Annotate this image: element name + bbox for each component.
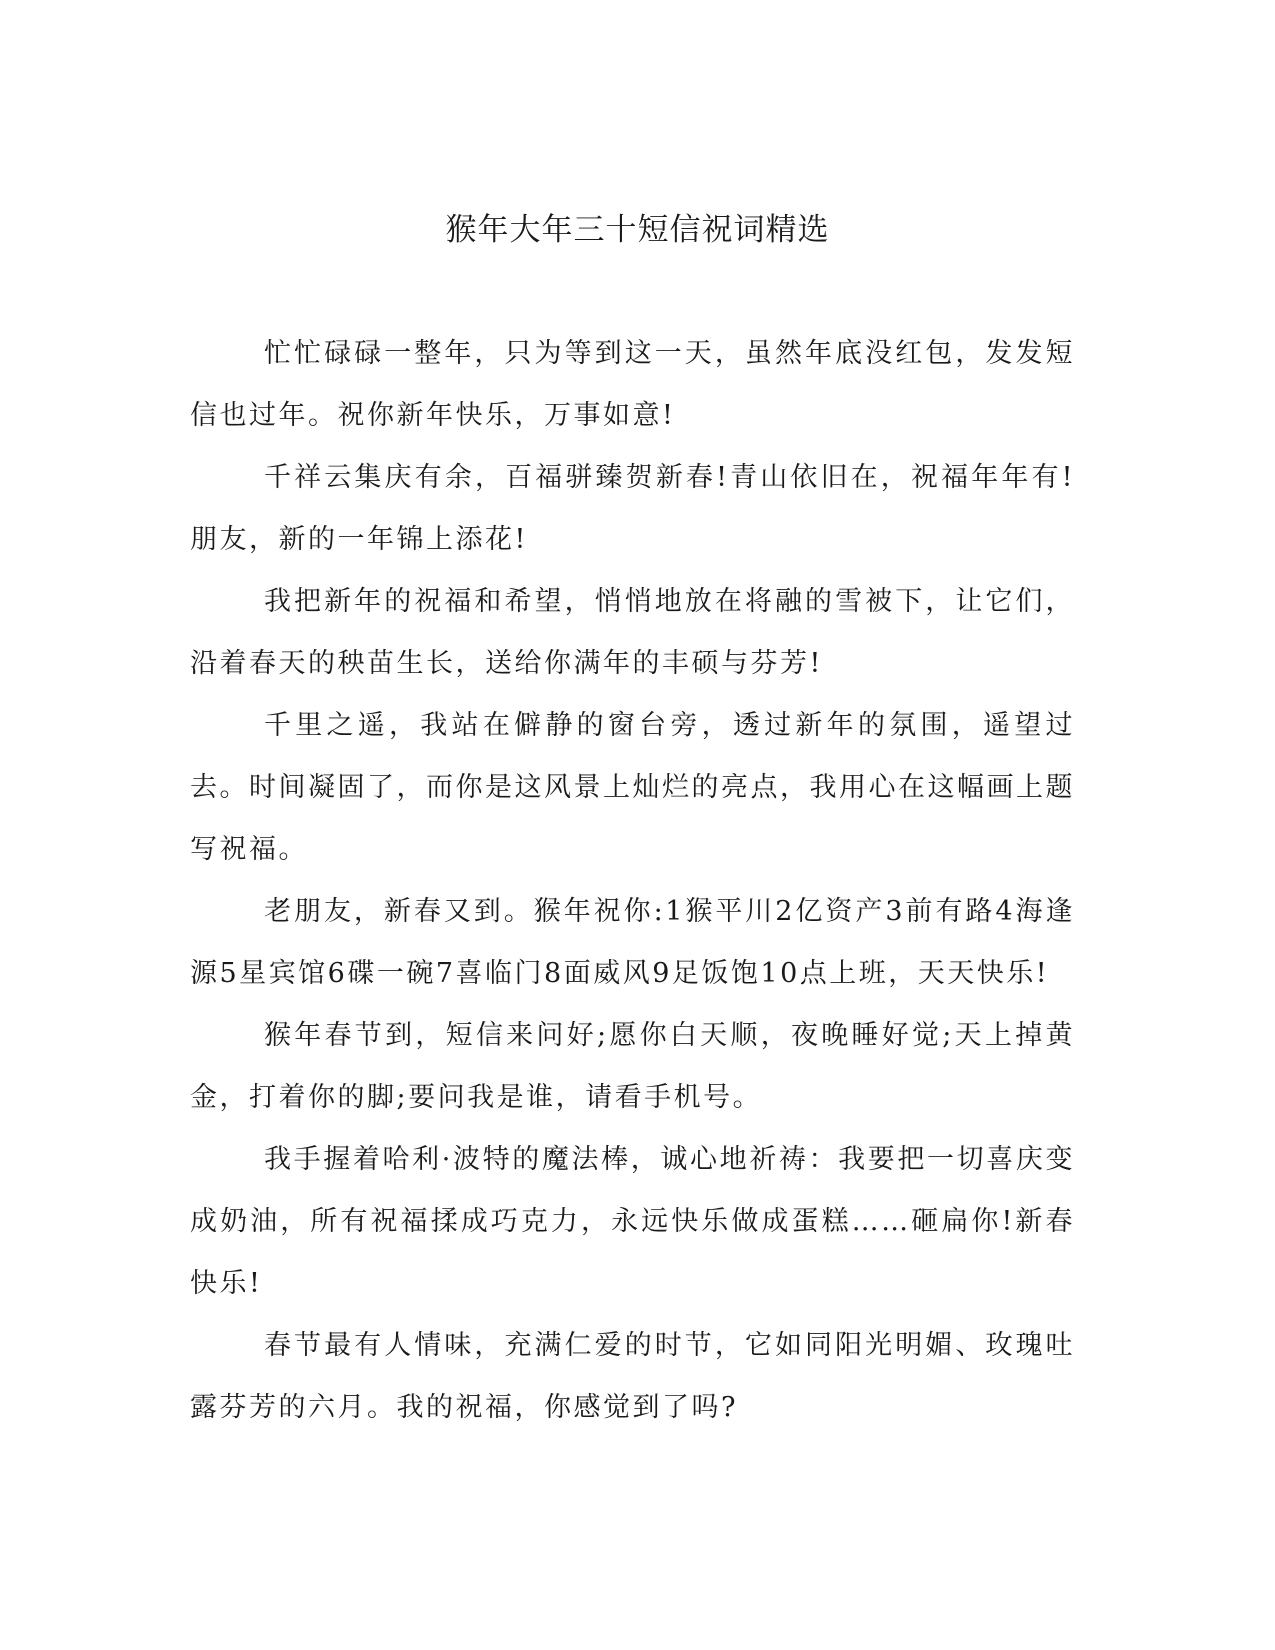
paragraph: 猴年春节到，短信来问好;愿你白天顺，夜晚睡好觉;天上掉黄金，打着你的脚;要问我是谁，请看手机号。 bbox=[190, 1020, 1075, 1113]
paragraph: 我把新年的祝福和希望，悄悄地放在将融的雪被下，让它们，沿着春天的秧苗生长，送给你满年的丰硕与芬芳! bbox=[190, 586, 1075, 679]
paragraph: 春节最有人情味，充满仁爱的时节，它如同阳光明媚、玫瑰吐露芬芳的六月。我的祝福，你感觉到了吗? bbox=[190, 1330, 1075, 1423]
paragraph: 我手握着哈利·波特的魔法棒，诚心地祈祷：我要把一切喜庆变成奶油，所有祝福揉成巧克力，永远快乐做成蛋糕……砸扁你!新春快乐! bbox=[190, 1144, 1075, 1299]
document-body bbox=[190, 323, 1075, 1439]
paragraph: 老朋友，新春又到。猴年祝你:1猴平川2亿资产3前有路4海逢源5星宾馆6碟一碗7喜临门8面威风9足饭饱10点上班，天天快乐! bbox=[190, 896, 1075, 989]
paragraph: 千祥云集庆有余，百福骈臻贺新春!青山依旧在，祝福年年有!朋友，新的一年锦上添花! bbox=[190, 462, 1075, 555]
paragraph: 千里之遥，我站在僻静的窗台旁，透过新年的氛围，遥望过去。时间凝固了，而你是这风景上灿烂的亮点，我用心在这幅画上题写祝福。 bbox=[190, 710, 1075, 865]
page-title: 猴年大年三十短信祝词精选 bbox=[445, 212, 830, 248]
paragraph: 忙忙碌碌一整年，只为等到这一天，虽然年底没红包，发发短信也过年。祝你新年快乐，万事如意! bbox=[190, 338, 1075, 431]
